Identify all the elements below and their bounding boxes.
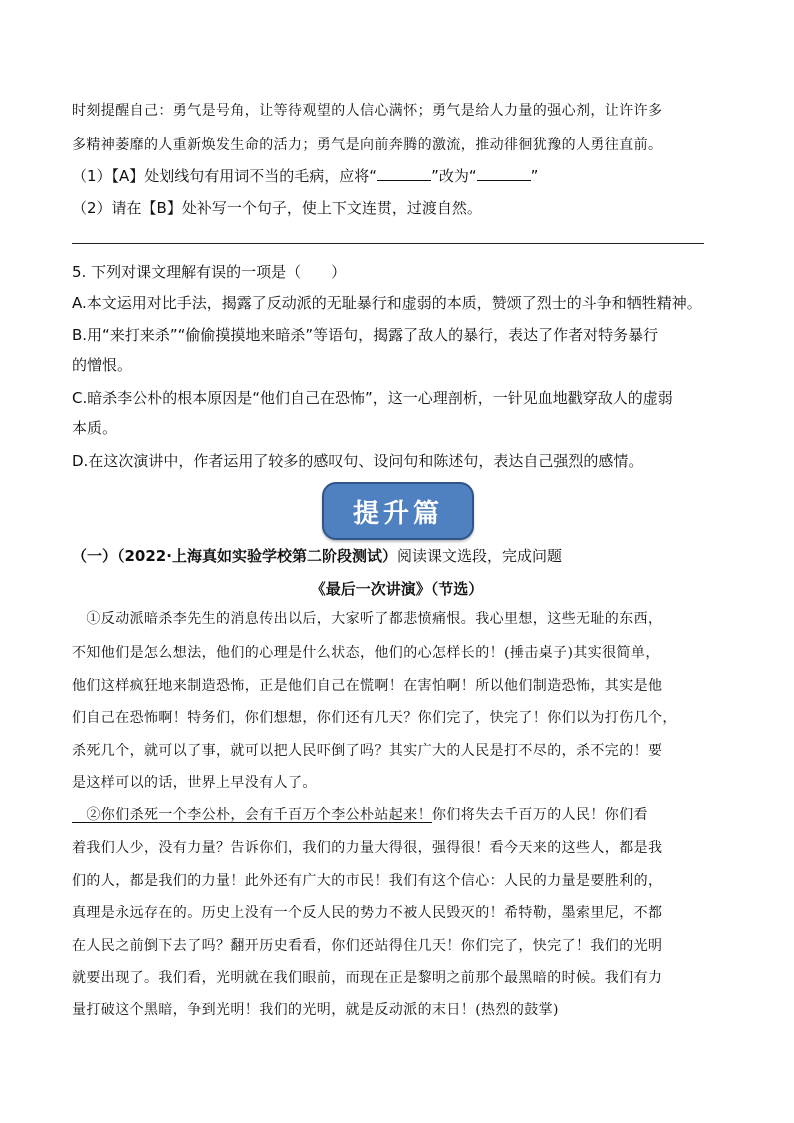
p2-line-5: 在人民之前倒下去了吗？翻开历史看看，你们还站得住几天！你们完了，快完了！我们的光明 — [72, 938, 663, 954]
q5-option-a: A.本文运用对比手法，揭露了反动派的无耻暴行和虚弱的本质，赞颂了烈士的斗争和牺牲精神。 — [72, 294, 702, 312]
p2-line-3: 们的人，都是我们的力量！此外还有广大的市民！我们有这个信心：人民的力量是要胜利的， — [72, 873, 663, 889]
p1-line-2: 不知他们是怎么想法，他们的心理是什么状态，他们的心怎样长的！(捶击桌子)其实很简单， — [72, 645, 660, 661]
answer-line[interactable] — [72, 243, 704, 244]
p2-line-4: 真理是永远存在的。历史上没有一个反人民的势力不被人民毁灭的！希特勒，墨索里尼，不都 — [72, 905, 663, 921]
q4-sub1-text-c: ” — [530, 167, 539, 185]
q5-option-b-line1: B.用“来打来杀”“偷偷摸摸地来暗杀”等语句，揭露了敌人的暴行，表达了作者对特务暴行 — [72, 326, 659, 344]
p2-underlined-sentence: ②你们杀死一个李公朴，会有千百万个李公朴站起来！ — [72, 807, 432, 823]
passage-line-2: 多精神萎靡的人重新焕发生命的活力；勇气是向前奔腾的激流，推动徘徊犹豫的人勇往直前。 — [72, 137, 663, 153]
p2-line-7: 量打破这个黑暗，争到光明！我们的光明，就是反动派的末日！(热烈的鼓掌) — [72, 1002, 559, 1018]
q4-sub2: （2）请在【B】处补写一个句子，使上下文连贯，过渡自然。 — [72, 199, 482, 217]
p1-line-6: 是这样可以的话，世界上早没有人了。 — [72, 775, 317, 791]
p1-line-3: 他们这样疯狂地来制造恐怖，正是他们自己在慌啊！在害怕啊！所以他们制造恐怖，其实是他 — [72, 678, 663, 694]
p1-line-5: 杀死几个，就可以了事，就可以把人民吓倒了吗？其实广大的人民是打不尽的，杀不完的！要 — [72, 743, 663, 759]
p1-line-4: 们自己在恐怖啊！特务们，你们想想，你们还有几天？你们完了，快完了！你们以为打伤几个， — [72, 710, 677, 726]
q5-option-c-line2: 本质。 — [72, 419, 118, 437]
passage-line-1: 时刻提醒自己：勇气是号角，让等待观望的人信心满怀；勇气是给人力量的强心剂，让许许多 — [72, 103, 663, 119]
q5-option-c-line1: C.暗杀李公朴的根本原因是“他们自己在恐怖”，这一心理剖析，一针见血地戳穿敌人的虚弱 — [72, 389, 673, 407]
p2-line-1 — [72, 805, 648, 825]
section-badge: 提升篇 — [322, 482, 474, 540]
q4-sub1 — [72, 166, 538, 186]
p1-line-1: ①反动派暗杀李先生的消息传出以后，大家听了都悲愤痛恨。我心里想，这些无耻的东西， — [72, 611, 663, 627]
q5-option-b-line2: 的憎恨。 — [72, 356, 133, 374]
p2-line-1-rest: 你们将失去千百万的人民！你们看 — [432, 807, 648, 823]
q4-sub1-text-b: ”改为“ — [431, 167, 477, 185]
q4-sub1-text-a: （1）【A】处划线句有用词不当的毛病，应将“ — [72, 167, 378, 185]
reading-title: 《最后一次讲演》（节选） — [310, 580, 484, 598]
p2-line-2: 着我们人少，没有力量？告诉你们，我们的力量大得很，强得很！看今天来的这些人，都是我 — [72, 840, 663, 856]
reading-intro-source: （一）（2022·上海真如实验学校第二阶段测试） — [72, 547, 397, 565]
reading-intro — [72, 546, 562, 566]
q5-option-d: D.在这次演讲中，作者运用了较多的感叹句、设问句和陈述句，表达自己强烈的感情。 — [72, 452, 644, 470]
p2-line-6: 就要出现了。我们看，光明就在我们眼前，而现在正是黎明之前那个最黑暗的时候。我们有力 — [72, 970, 663, 986]
q5-stem: 5. 下列对课文理解有误的一项是（ ） — [72, 263, 347, 281]
reading-intro-instruction: 阅读课文选段，完成问题 — [396, 547, 562, 565]
answer-blank-1[interactable] — [377, 166, 431, 181]
answer-blank-2[interactable] — [477, 166, 531, 181]
